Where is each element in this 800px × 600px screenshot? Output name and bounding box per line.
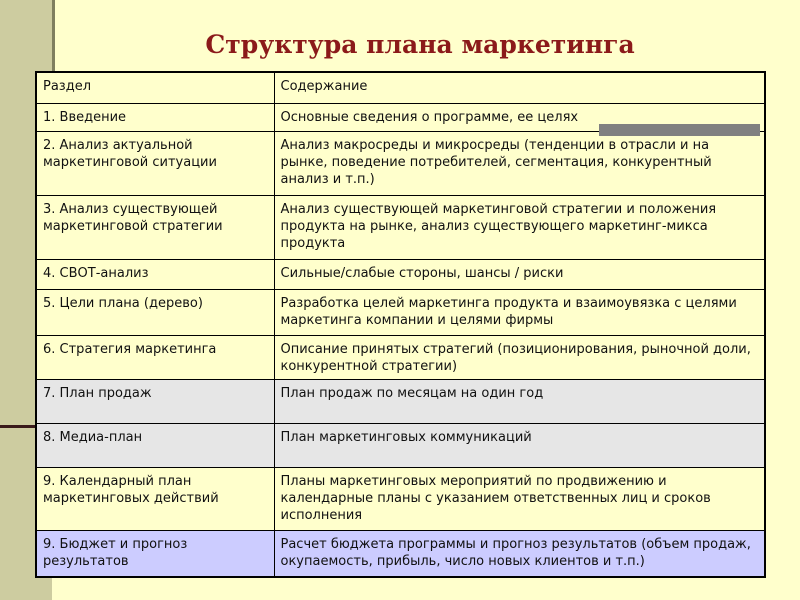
row-section: 4. СВОТ-анализ (36, 259, 274, 289)
table-row (36, 467, 765, 530)
row-content: Сильные/слабые стороны, шансы / риски (274, 259, 765, 289)
row-section: 9. Календарный план маркетинговых действий (36, 467, 274, 530)
row-content: Разработка целей маркетинга продукта и взаимоувязка с целями маркетинга компании и целями фирмы (274, 289, 765, 335)
row-section: 8. Медиа-план (36, 423, 274, 467)
row-content: Основные сведения о программе, ее целях (274, 103, 765, 131)
decorative-gray-bar (599, 124, 760, 136)
row-section: 2. Анализ актуальной маркетинговой ситуации (36, 131, 274, 195)
table-row (36, 259, 765, 289)
table-row (36, 195, 765, 259)
row-section: 7. План продаж (36, 379, 274, 423)
table-row (36, 423, 765, 467)
header-section: Раздел (36, 72, 274, 103)
page-title: Структура плана маркетинга (205, 30, 635, 59)
row-section: 3. Анализ существующей маркетинговой стратегии (36, 195, 274, 259)
table-row (36, 530, 765, 577)
row-content: Расчет бюджета программы и прогноз результатов (объем продаж, окупаемость, прибыль, число новых клиентов и т.п.) (274, 530, 765, 577)
row-content: План маркетинговых коммуникаций (274, 423, 765, 467)
row-content: Анализ существующей маркетинговой стратегии и положения продукта на рынке, анализ существующего маркетинг-микса продукта (274, 195, 765, 259)
row-content: Описание принятых стратегий (позиционирования, рыночной доли, конкурентной стратегии) (274, 335, 765, 379)
row-section: 6. Стратегия маркетинга (36, 335, 274, 379)
row-content: Планы маркетинговых мероприятий по продвижению и календарные планы с указанием ответственных лиц и сроков исполнения (274, 467, 765, 530)
row-section: 5. Цели плана (дерево) (36, 289, 274, 335)
marketing-plan-table (35, 71, 766, 578)
row-section: 1. Введение (36, 103, 274, 131)
table-row (36, 379, 765, 423)
header-content: Содержание (274, 72, 765, 103)
table-row (36, 335, 765, 379)
table-header-row (36, 72, 765, 103)
table-row (36, 131, 765, 195)
row-section: 9. Бюджет и прогноз результатов (36, 530, 274, 577)
row-content: Анализ макросреды и микросреды (тенденции в отрасли и на рынке, поведение потребителей, сегментация, конкурентный анализ и т.п.) (274, 131, 765, 195)
row-content: План продаж по месяцам на один год (274, 379, 765, 423)
table-row (36, 289, 765, 335)
